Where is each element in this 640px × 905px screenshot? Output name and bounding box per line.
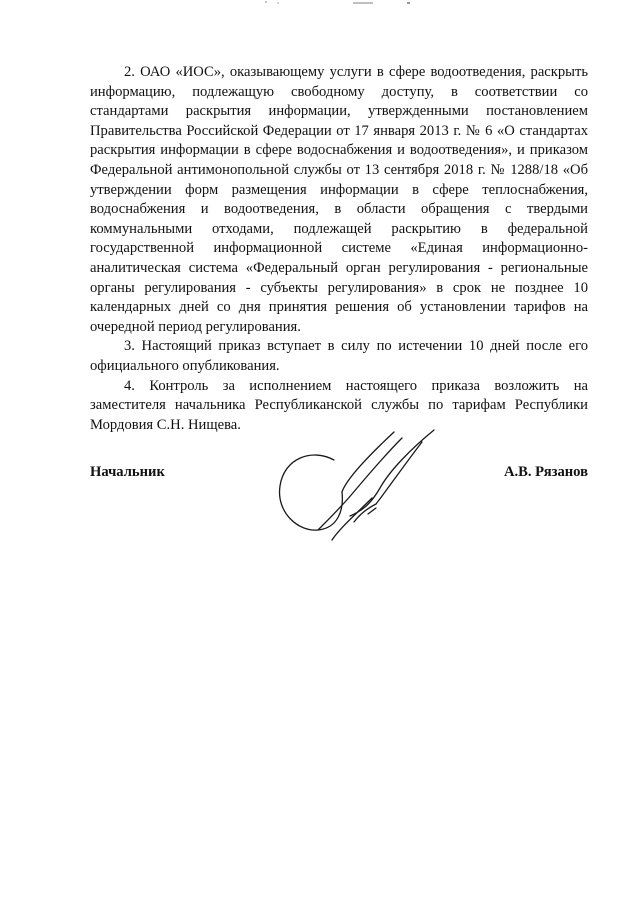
handwritten-signature xyxy=(272,428,448,546)
scan-artifact-marks xyxy=(255,0,425,8)
signatory-name: А.В. Рязанов xyxy=(503,464,588,480)
paragraph-4: 4. Контроль за исполнением настоящего приказа возложить на заместителя начальника Республиканской службы по тарифам Республики Мордовия С.Н. Нищева. xyxy=(90,377,588,433)
paragraph-2: 2. ОАО «ИОС», оказывающему услуги в сфере водоотведения, раскрыть информацию, подлежащую свободному доступу, в соответствии со стандартами раскрытия информации, утвержденными постановлением Правительства Российской Федерации от 17 января 2013 г. № 6 «О стандартах раскрытия информации в сфере водоснабжения и водоотведения», и приказом Федеральной антимонопольной службы от 13 сентября 2018 г. № 1288/18 «Об утверждении форм размещения информации в сфере теплоснабжения, водоснабжения и водоотведения, в области обращения с твердыми коммунальными отходами, подлежащей раскрытию в федеральной государственной информационной системе «Единая информационно-аналитическая система «Федеральный орган регулирования - региональные органы регулирования - субъекты регулирования» в срок не позднее 10 календарных дней со дня принятия решения об установлении тарифов на очередной период регулирования. xyxy=(90,64,588,335)
paragraph-3: 3. Настоящий приказ вступает в силу по истечении 10 дней после его официального опубликования. xyxy=(90,338,588,374)
signatory-position: Начальник xyxy=(90,464,165,480)
document-body xyxy=(90,63,588,435)
